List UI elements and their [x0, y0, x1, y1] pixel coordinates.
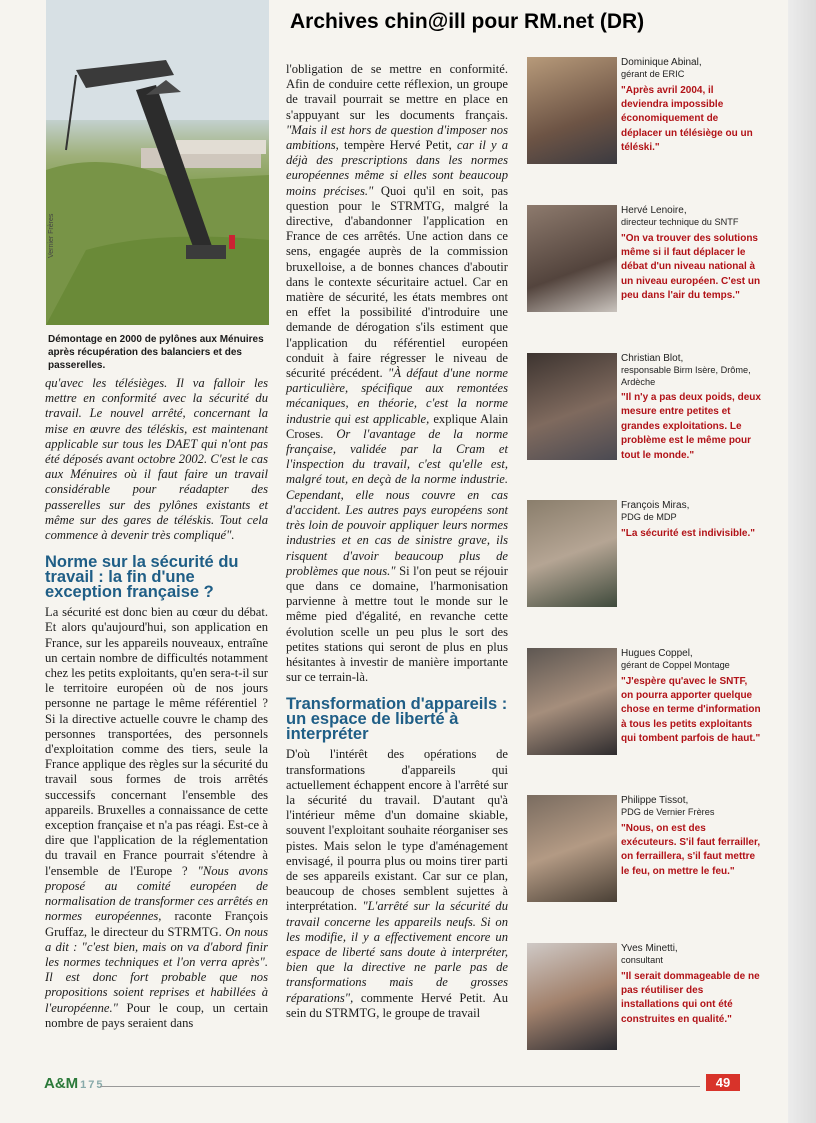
quote-text: "Après avril 2004, il deviendra impossible économiquement de déplacer un télésiège ou un téléski." [621, 84, 753, 154]
quote-name: Hervé Lenoire, [621, 205, 687, 216]
col1-quote-b: "Nous avons proposé au comité européen de normalisation de transformer ces arrêtés en normes européennes, [45, 863, 268, 924]
col2-text-c: tempère Hervé Petit, [338, 138, 457, 153]
watermark-text: Archives chin@ill pour RM.net (DR) [290, 10, 645, 33]
quote-text: "Nous, on est des exécuteurs. S'il faut ferrailler, on ferraillera, s'il faut mettre le feu, on mettre le feu." [621, 822, 761, 877]
quote-text-block [621, 57, 761, 156]
quote-role: responsable Birm Isère, Drôme, Ardèche [621, 365, 751, 387]
quote-text-block [621, 353, 761, 463]
portrait-blot [527, 353, 617, 460]
footer-divider [100, 1086, 700, 1087]
section-heading-transformation: Transformation d'appareils : un espace de liberté à interpréter [286, 695, 508, 744]
logo-text: A&M [44, 1075, 79, 1092]
quote-minetti [527, 943, 760, 1053]
col2-text-a: l'obligation de se mettre en conformité. Afin de conduire cette réflexion, un groupe de travail pourrait se mettre en place en s'appuyant sur les documents français. [286, 62, 508, 122]
col1-text-c: raconte François Gruffaz, le directeur du STRMTG. [45, 909, 268, 939]
page-edge [788, 0, 816, 1123]
quote-abinal [527, 57, 757, 167]
article-column-1 [45, 376, 268, 1031]
section-heading-norme: Norme sur la sécurité du travail : la fin d'une exception française ? [45, 553, 239, 602]
quote-text: "J'espère qu'avec le SNTF, on pourra apporter quelque chose en terme d'information à tous les petits exploitants qui tombent parfois de haut." [621, 675, 761, 745]
portrait-tissot [527, 795, 617, 902]
col2-paragraph-2 [286, 747, 508, 1021]
quote-role: gérant de Coppel Montage [621, 660, 730, 670]
col1-text-a: La sécurité est donc bien au cœur du débat. Et alors qu'aujourd'hui, son application en France, sur les appareils nouveaux, entraîne un certain nombre de difficultés notamment chez les petits exploitants, qu'en sera-t-il sur le territoire européen où de nos jours personne ne partage le même référentiel ? Si la directive actuelle couvre le champ des personnes transportées, des personnels d'exploitation comme des tiers, seule la France applique des règles sur la sécurité du travail sous formes de trois arrêtés successifs concernant l'ensemble des appareils. Bruxelles a connaissance de cette exception française et n'a pas réagi. Est-ce à dire que l'application de la réglementation du travail en France pourrait s'étendre à l'ensemble de l'Europe ? [45, 605, 268, 878]
quote-text-block [621, 943, 761, 1027]
col2-quote-d: car il y a déjà des prescriptions dans les normes européennes même si elles sont beaucoup moins précises." [286, 138, 509, 198]
col2-text-2a: D'où l'intérêt des opérations de transformations d'appareils qui actuellement échappent encore à l'arrêté sur la sécurité du travail. D'autant qu'à l'intérieur même d'un domaine skiable, souvent l'exploitant souhaite réorganiser ses pistes. Mais selon le type d'aménagement envisagé, il pourra plus ou moins tirer parti de ses appareils existant. Car sur ce plan, beaucoup de choses semblent sujettes à interprétation. [286, 747, 508, 914]
quote-text-block [621, 648, 761, 747]
col2-text-g: explique Alain Croses. [286, 411, 508, 441]
col2-quote-f: "À défaut d'une norme particulière, spécifique aux remontées mécaniques, en théorie, c'est la norme industrie qui est applicable, [286, 366, 509, 426]
photo-credit: Vernier Frères [48, 213, 55, 258]
quote-name: François Miras, [621, 500, 690, 511]
quote-lenoire [527, 205, 761, 315]
col1-paragraph-1: qu'avec les télésièges. Il va falloir les mettre en conformité avec la sécurité du travail. Le nouvel arrêté, concernant la mise en œuvre des téléskis, est maintenant applicable sur tous les DAET qui n'ont pas été déposés avant octobre 2002. C'est le cas aux Ménuires où il faut faire un travail considérable pour réadapter des passerelles sur des pylônes existants et même sur des gares de téléskis. Tout cela commence à devenir très compliqué". [45, 376, 268, 543]
quote-text: "On va trouver des solutions même si il faut déplacer le débat d'un niveau national à un niveau européen. C'est un peu dans l'air du temps." [621, 232, 761, 302]
col1-quote-d: On nous a dit : "c'est bien, mais on va d'abord finir les normes techniques et l'on verra après". Il est donc fort probable que nos propositions soient reprises et habillées à l'européenne." [45, 924, 268, 1015]
col2-paragraph-1 [286, 62, 508, 685]
col2-quote-2b: "L'arrêté sur la sécurité du travail concerne les appareils neufs. Si on les modifie, il y a effectivement encore un espace de liberté sans doute à interpréter, bien que la directive ne parle pas de transformations mais de grosses réparations", [286, 899, 508, 1005]
col2-quote-h: Or l'avantage de la norme française, validée par la Cram et l'inspection du travail, c'est qu'elle est, malgré tout, en deçà de la norme industrie. Cependant, elle nous couvre en cas d'accident. Les autres pays européens sont très loin de pouvoir appliquer leurs normes industries et en cas de sinistre grave, ils risquent d'avoir beaucoup plus de problèmes que nous." [286, 426, 508, 578]
page-number: 49 [706, 1074, 740, 1091]
quote-text: "Il serait dommageable de ne pas réutiliser des installations qui ont été construites en qualité." [621, 970, 760, 1025]
quote-tissot [527, 795, 761, 905]
quote-role: directeur technique du SNTF [621, 217, 739, 227]
quote-name: Hugues Coppel, [621, 648, 693, 659]
quote-name: Yves Minetti, [621, 943, 678, 954]
pylon-illustration [46, 0, 269, 325]
quote-role: gérant de ERIC [621, 69, 685, 79]
quote-role: consultant [621, 955, 663, 965]
article-column-2 [286, 62, 508, 1021]
quote-role: PDG de MDP [621, 512, 677, 522]
magazine-logo [44, 1075, 105, 1092]
quote-text-block [621, 500, 761, 541]
portrait-minetti [527, 943, 617, 1050]
col2-text-e: Quoi qu'il en soit, pas question pour le STRMTG, malgré la directive, d'abandonner l'application en France de ces arrêtés. Une action dans ce sens, engagée auprès de la commission bruxelloise, a de bonnes chances d'aboutir dans le contexte sécuritaire actuel. Car en matière de sécurité, les états membres ont en effet la possibilité d'introduire une demande de dérogation s'ils estiment que l'application du référentiel européen conduit à faire régresser le niveau de sécurité précédent. [286, 183, 508, 381]
quote-name: Dominique Abinal, [621, 57, 702, 68]
portrait-miras [527, 500, 617, 607]
portrait-lenoire [527, 205, 617, 312]
portrait-coppel [527, 648, 617, 755]
quote-role: PDG de Vernier Frères [621, 807, 715, 817]
quote-text-block [621, 795, 761, 879]
col1-text-e: Pour le coup, un certain nombre de pays seraient dans [45, 1000, 268, 1030]
col2-quote-b: "Mais il est hors de question d'imposer nos ambitions, [286, 122, 508, 153]
quote-miras [527, 500, 757, 610]
col2-text-2c: commente Hervé Petit. Au sein du STRMTG, le groupe de travail [286, 990, 508, 1020]
col1-paragraph-2 [45, 605, 268, 1031]
pylon-photo [46, 0, 269, 325]
quote-name: Philippe Tissot, [621, 795, 689, 806]
issue-number: 175 [80, 1079, 105, 1091]
portrait-abinal [527, 57, 617, 164]
quote-name: Christian Blot, [621, 353, 684, 364]
quote-blot [527, 353, 761, 463]
col2-text-i: Si l'on peut se réjouir que dans ce domaine, l'harmonisation parvienne à mettre tout le monde sur le même pied d'égalité, en revanche cette évolution scelle un peu plus le sort des petites stations qui seront de plus en plus hésitantes à investir de manière importante sur ce terrain-là. [286, 563, 508, 685]
quote-text: "Il n'y a pas deux poids, deux mesure entre petites et grandes exploitations. Le problème est le même pour tout le monde." [621, 392, 761, 461]
photo-caption: Démontage en 2000 de pylônes aux Ménuires après récupération des balanciers et des passerelles. [48, 334, 264, 371]
quote-text: "La sécurité est indivisible." [621, 527, 755, 539]
quote-coppel [527, 648, 761, 758]
quote-text-block [621, 205, 761, 304]
